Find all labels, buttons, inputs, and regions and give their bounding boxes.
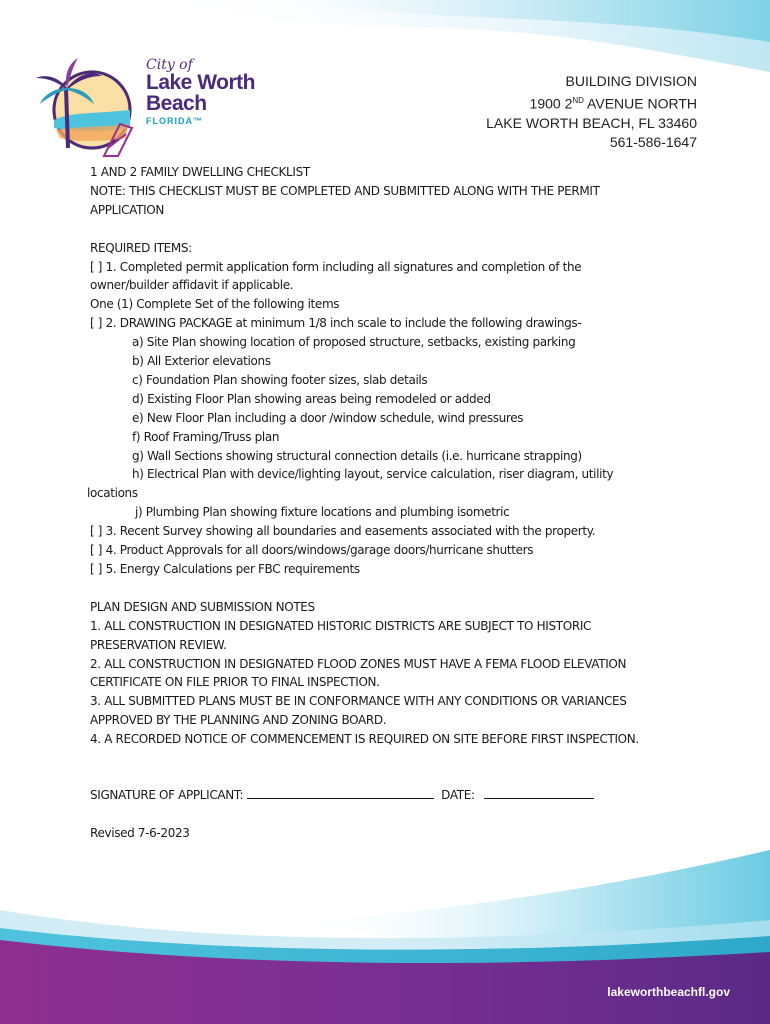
logo-name-line2: Beach bbox=[146, 92, 207, 115]
one-set-note: One (1) Complete Set of the following items bbox=[90, 297, 340, 312]
notes-heading: PLAN DESIGN AND SUBMISSION NOTES bbox=[90, 599, 315, 614]
note-line: NOTE: THIS CHECKLIST MUST BE COMPLETED AND SUBMITTED ALONG WITH THE PERMIT bbox=[90, 183, 600, 198]
checklist-item-2[interactable]: [ ] 2. DRAWING PACKAGE at minimum 1/8 inch scale to include the following drawings- bbox=[90, 316, 582, 331]
checklist-content bbox=[87, 163, 690, 843]
document-title: 1 AND 2 FAMILY DWELLING CHECKLIST bbox=[90, 165, 310, 179]
drawing-item-g: g) Wall Sections showing structural connection details (i.e. hurricane strapping) bbox=[132, 448, 582, 463]
city-logo bbox=[30, 48, 270, 163]
note-line: APPLICATION bbox=[90, 202, 165, 217]
drawing-item-h: h) Electrical Plan with device/lighting layout, service calculation, riser diagram, utility bbox=[132, 467, 614, 482]
phone-number: 561-586-1647 bbox=[609, 133, 697, 150]
signature-row bbox=[90, 786, 690, 805]
drawing-item-j: j) Plumbing Plan showing fixture locations and plumbing isometric bbox=[135, 505, 510, 520]
checklist-item-5[interactable]: [ ] 5. Energy Calculations per FBC requirements bbox=[90, 562, 360, 577]
required-items-heading: REQUIRED ITEMS: bbox=[90, 240, 192, 255]
signature-field[interactable] bbox=[247, 786, 434, 799]
website-url[interactable]: lakeworthbeachfl.gov bbox=[607, 985, 730, 999]
division-address-block bbox=[486, 72, 697, 152]
logo-name-line1: Lake Worth bbox=[146, 71, 255, 94]
logo-city-of: City of bbox=[146, 57, 193, 73]
drawing-item-h-cont: locations bbox=[87, 486, 138, 501]
submission-note-4: 4. A RECORDED NOTICE OF COMMENCEMENT IS REQUIRED ON SITE BEFORE FIRST INSPECTION. bbox=[90, 732, 639, 747]
street-address: 1900 2ND AVENUE NORTH bbox=[529, 95, 697, 112]
logo-state: FLORIDA™ bbox=[146, 116, 203, 126]
submission-note-2: 2. ALL CONSTRUCTION IN DESIGNATED FLOOD ZONES MUST HAVE A FEMA FLOOD ELEVATION bbox=[90, 656, 627, 671]
drawing-item-b: b) All Exterior elevations bbox=[132, 354, 271, 369]
checklist-item-3[interactable]: [ ] 3. Recent Survey showing all boundaries and easements associated with the property. bbox=[90, 524, 596, 539]
revision-date: Revised 7-6-2023 bbox=[90, 825, 190, 840]
submission-note-1: 1. ALL CONSTRUCTION IN DESIGNATED HISTORIC DISTRICTS ARE SUBJECT TO HISTORIC bbox=[90, 618, 592, 633]
drawing-item-f: f) Roof Framing/Truss plan bbox=[132, 429, 280, 444]
drawing-item-a: a) Site Plan showing location of proposed structure, setbacks, existing parking bbox=[132, 335, 576, 350]
signature-label: SIGNATURE OF APPLICANT: bbox=[90, 788, 244, 803]
city-state-zip: LAKE WORTH BEACH, FL 33460 bbox=[486, 114, 697, 131]
submission-note-3: 3. ALL SUBMITTED PLANS MUST BE IN CONFORMANCE WITH ANY CONDITIONS OR VARIANCES bbox=[90, 694, 627, 709]
submission-note-3-cont: APPROVED BY THE PLANNING AND ZONING BOARD. bbox=[90, 713, 387, 728]
date-label: DATE: bbox=[441, 788, 475, 803]
palm-beach-logo-icon bbox=[30, 48, 140, 163]
drawing-item-d: d) Existing Floor Plan showing areas being remodeled or added bbox=[132, 391, 491, 406]
division-name: BUILDING DIVISION bbox=[565, 73, 697, 89]
drawing-item-c: c) Foundation Plan showing footer sizes, slab details bbox=[132, 372, 428, 387]
submission-note-2-cont: CERTIFICATE ON FILE PRIOR TO FINAL INSPECTION. bbox=[90, 675, 380, 690]
checklist-item-1-cont: owner/builder affidavit if applicable. bbox=[90, 278, 294, 293]
drawing-item-e: e) New Floor Plan including a door /window schedule, wind pressures bbox=[132, 410, 524, 425]
checklist-item-1[interactable]: [ ] 1. Completed permit application form including all signatures and completion of the bbox=[90, 259, 582, 274]
checklist-item-4[interactable]: [ ] 4. Product Approvals for all doors/windows/garage doors/hurricane shutters bbox=[90, 543, 534, 558]
date-field[interactable] bbox=[484, 786, 594, 799]
submission-note-1-cont: PRESERVATION REVIEW. bbox=[90, 637, 227, 652]
